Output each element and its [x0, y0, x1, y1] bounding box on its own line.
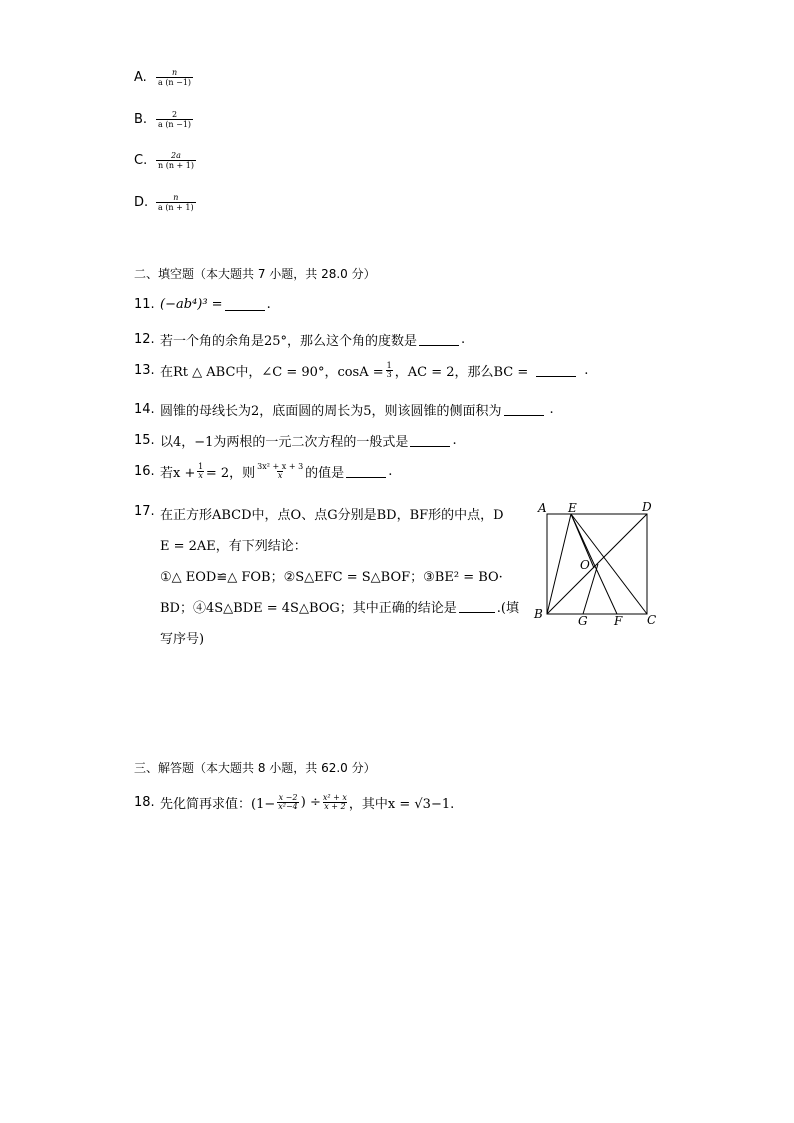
question-12: 12. 若一个角的余角是25°，那么这个角的度数是 . [134, 332, 466, 349]
fraction: $\frac{x -2}{\text{x²−4}}$ [278, 793, 298, 811]
diagonal-bd [547, 514, 647, 614]
answer-blank[interactable] [459, 600, 495, 613]
label-b: B [534, 607, 543, 621]
option-b [134, 110, 193, 129]
label-g: G [578, 614, 588, 628]
question-11: 11. (−ab⁴)³ = . [134, 297, 271, 312]
option-fraction: $\frac{2a}{n (n + 1)}$ [158, 151, 194, 170]
question-13: 13. 在Rt △ ABC中，∠C = 90°，cosA = $\frac{1}{3}$ ，AC = 2，那么BC = . [134, 361, 589, 380]
section-title-answer: 三、解答题（本大题共 8 小题，共 62.0 分） [134, 761, 376, 775]
label-e: E [568, 501, 577, 515]
option-label: A. [134, 70, 147, 85]
question-17-line1: 在正方形ABCD中，点O、点G分别是BD，BF形的中点，D [160, 508, 504, 523]
option-fraction: $\frac{2}{a (n -1)}$ [158, 110, 192, 129]
section-title-fill-in: 二、填空题（本大题共 7 小题，共 28.0 分） [134, 267, 376, 281]
fraction: $\frac{1}{x}$ [198, 462, 204, 480]
option-a [134, 68, 193, 87]
option-label: B. [134, 112, 148, 127]
answer-blank[interactable] [504, 403, 544, 416]
answer-blank[interactable] [536, 364, 576, 377]
question-17-line5: 写序号) [160, 632, 205, 647]
answer-blank[interactable] [410, 434, 450, 447]
question-16: 16. 若x + $\frac{1}{x}$ = 2，则 3x² + x + 3 x 的值是 . [134, 462, 393, 481]
question-14: 14. 圆锥的母线长为2，底面圆的周长为5，则该圆锥的侧面积为 . [134, 402, 554, 419]
question-17-number: 17. [134, 504, 155, 519]
answer-blank[interactable] [419, 333, 459, 346]
option-fraction: $\frac{n}{a (n + 1)}$ [158, 193, 194, 212]
option-label: D. [134, 195, 149, 210]
label-a: A [538, 501, 547, 515]
label-o: O [580, 558, 590, 572]
question-15: 15. 以4，−1为两根的一元二次方程的一般式是 . [134, 433, 457, 450]
answer-blank[interactable] [346, 465, 386, 478]
fraction: 3x² + x + 3 x [257, 462, 304, 480]
fraction: $\frac{\text{x² + x}}{x + 2}$ [322, 793, 347, 811]
label-f: F [614, 614, 623, 628]
fraction: $\frac{1}{3}$ [386, 361, 392, 379]
option-c [134, 151, 196, 170]
option-fraction: $\frac{n}{a (n -1)}$ [158, 68, 192, 87]
question-17-line3: ①△ EOD≌△ FOB；②S△EFC = S△BOF；③BE² = BO· [160, 570, 503, 585]
question-17-line4: BD；④4S△BDE = 4S△BOG；其中正确的结论是 .(填 [160, 601, 520, 616]
question-17-line2: E = 2AE，有下列结论： [160, 539, 307, 554]
label-c: C [647, 613, 657, 627]
question-18: 18. 先化简再求值：(1− $\frac{x -2}{\text{x²−4}}$ ) ÷ $\frac{\text{x² + x}}{x + 2}$ ，其中x = √3−1. [134, 793, 455, 812]
option-d [134, 193, 196, 212]
segment-be [547, 514, 571, 614]
square-geometry-figure [532, 498, 662, 628]
label-d: D [642, 500, 652, 514]
option-label: C. [134, 153, 148, 168]
answer-blank[interactable] [225, 298, 265, 311]
